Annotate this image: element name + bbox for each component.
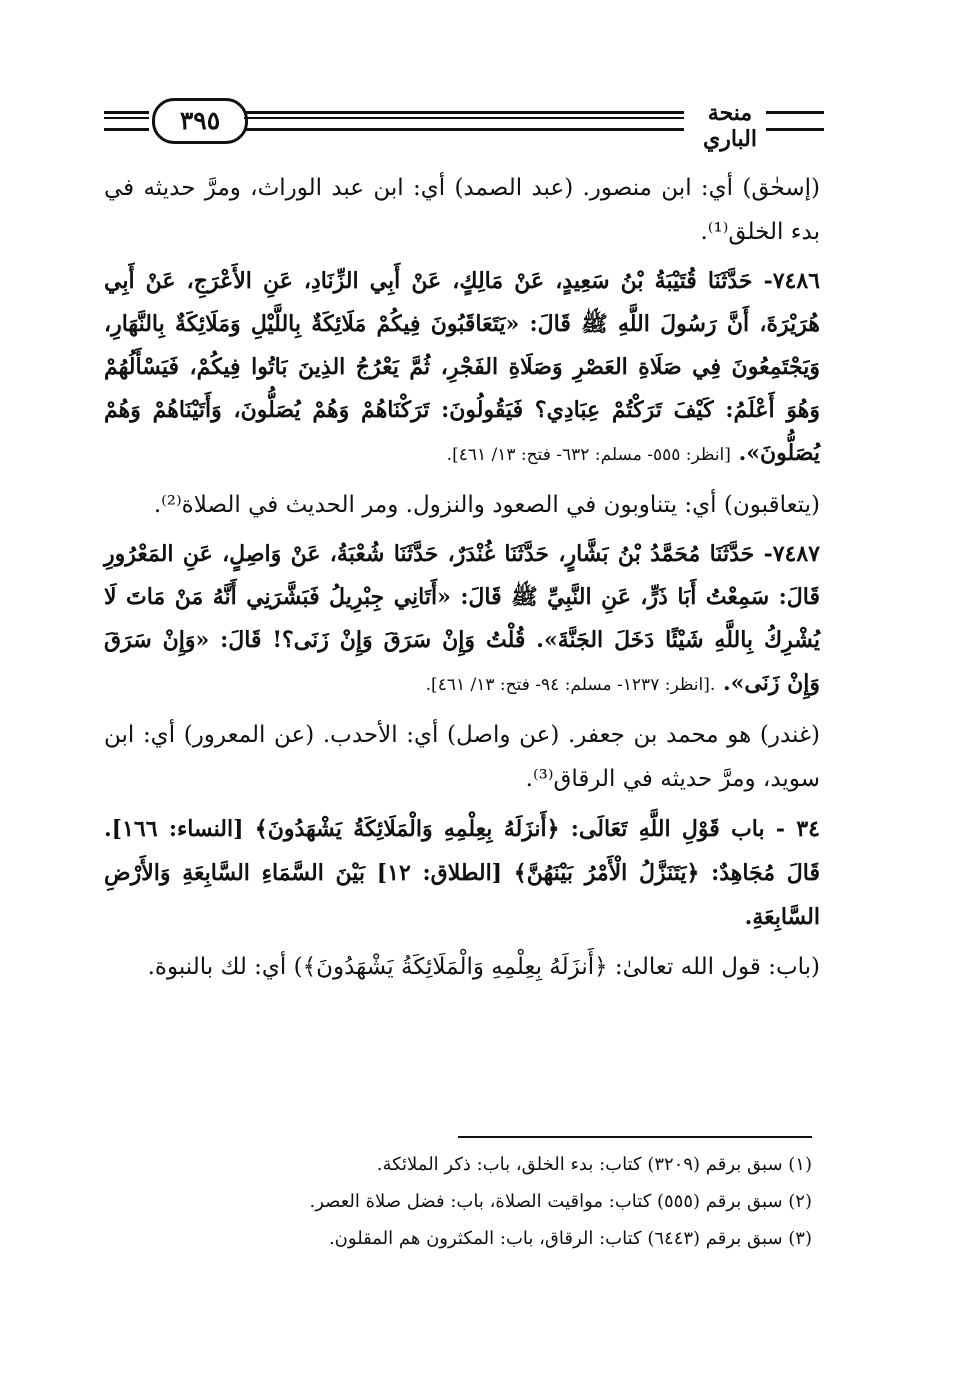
running-title: منحة الباري <box>702 100 757 152</box>
hadith-7486-reference: [انظر: ٥٥٥- مسلم: ٦٣٢- فتح: ١٣/ ٤٦١]. <box>446 445 731 465</box>
commentary-paragraph-1: (إسحٰق) أي: ابن منصور. (عبد الصمد) أي: ابن عبد الوراث، ومرَّ حديثه في بدء الخلق⁽¹⁾. <box>104 175 820 245</box>
chapter-heading-34: ٣٤ - باب قَوْلِ اللَّهِ تَعَالَى: ﴿أَنزَلَهُ بِعِلْمِهِ وَالْمَلَائِكَةُ يَشْهَدُونَ﴾ [النساء: ١٦٦]. قَالَ مُجَاهِدٌ: ﴿يَتَنَزَّلُ الْأَمْرُ بَيْنَهُنَّ﴾ [الطلاق: ١٢] بَيْنَ السَّمَاءِ السَّابِعَةِ وَالأَرْضِ السَّابِعَةِ. <box>104 816 820 930</box>
footnotes <box>140 1146 812 1257</box>
page-number: ٣٩٥ <box>152 98 248 144</box>
hadith-7486-text: ٧٤٨٦- حَدَّثَنَا قُتَيْبَةُ بْنُ سَعِيدٍ، عَنْ مَالِكٍ، عَنْ أَبِي الزِّنَادِ، عَنِ الأَعْرَجِ، عَنْ أَبِي هُرَيْرَةَ، أَنَّ رَسُولَ اللَّهِ ﷺ قَالَ: «يَتَعَاقَبُونَ فِيكُمْ مَلَائِكَةٌ بِاللَّيْلِ وَمَلَائِكَةٌ بِالنَّهَارِ، وَيَجْتَمِعُونَ فِي صَلَاةِ العَصْرِ وَصَلَاةِ الفَجْرِ، ثُمَّ يَعْرُجُ الذِينَ بَاتُوا فِيكُمْ، فَيَسْأَلُهُمْ وَهُوَ أَعْلَمُ: كَيْفَ تَرَكْتُمْ عِبَادِي؟ فَيَقُولُونَ: تَرَكْنَاهُمْ وَهُمْ يُصَلُّونَ، وَأَتَيْنَاهُمْ وَهُمْ يُصَلُّونَ». <box>104 268 820 466</box>
footnote-separator <box>458 1136 812 1138</box>
hadith-7487-reference: .[انظر: ١٢٣٧- مسلم: ٩٤- فتح: ١٣/ ٤٦١]. <box>425 675 716 695</box>
hadith-7487 <box>104 533 820 707</box>
commentary-paragraph-4: (باب: قول الله تعالىٰ: ﴿أَنزَلَهُ بِعِلْمِهِ وَالْمَلَائِكَةُ يَشْهَدُونَ﴾) أي: لك بالنبوة. <box>147 954 820 980</box>
main-text <box>104 166 820 989</box>
footnote-1: (١) سبق برقم (٣٢٠٩) كتاب: بدء الخلق، باب: ذكر الملائكة. <box>376 1154 812 1175</box>
footnote-3: (٣) سبق برقم (٦٤٤٣) كتاب: الرقاق، باب: المكثرون هم المقلون. <box>328 1228 812 1249</box>
footnote-2: (٢) سبق برقم (٥٥٥) كتاب: مواقيت الصلاة، باب: فضل صلاة العصر. <box>309 1191 812 1212</box>
commentary-paragraph-3: (غندر) هو محمد بن جعفر. (عن واصل) أي: الأحدب. (عن المعرور) أي: ابن سويد، ومرَّ حديثه في الرقاق⁽³⁾. <box>104 722 820 792</box>
commentary-paragraph-2: (يتعاقبون) أي: يتناوبون في الصعود والنزول. ومر الحديث في الصلاة⁽²⁾. <box>153 492 820 518</box>
header-rule-middle <box>244 111 684 131</box>
header-rule-right <box>766 111 824 131</box>
hadith-7487-text: ٧٤٨٧- حَدَّثَنَا مُحَمَّدُ بْنُ بَشَّارٍ، حَدَّثَنَا غُنْدَرٌ، حَدَّثَنَا شُعْبَةُ، عَنْ وَاصِلٍ، عَنِ المَعْرُورِ قَالَ: سَمِعْتُ أَبَا ذَرٍّ، عَنِ النَّبِيِّ ﷺ قَالَ: «أَتَانِي جِبْرِيلُ فَبَشَّرَنِي أَنَّهُ مَنْ مَاتَ لَا يُشْرِكُ بِاللَّهِ شَيْئًا دَخَلَ الجَنَّةَ». قُلْتُ وَإِنْ سَرَقَ وَإِنْ زَنَى؟! قَالَ: «وَإِنْ سَرَقَ وَإِنْ زَنَى». <box>104 541 820 696</box>
page-header <box>104 96 824 152</box>
hadith-7486 <box>104 260 820 477</box>
header-rule-left <box>104 111 149 131</box>
